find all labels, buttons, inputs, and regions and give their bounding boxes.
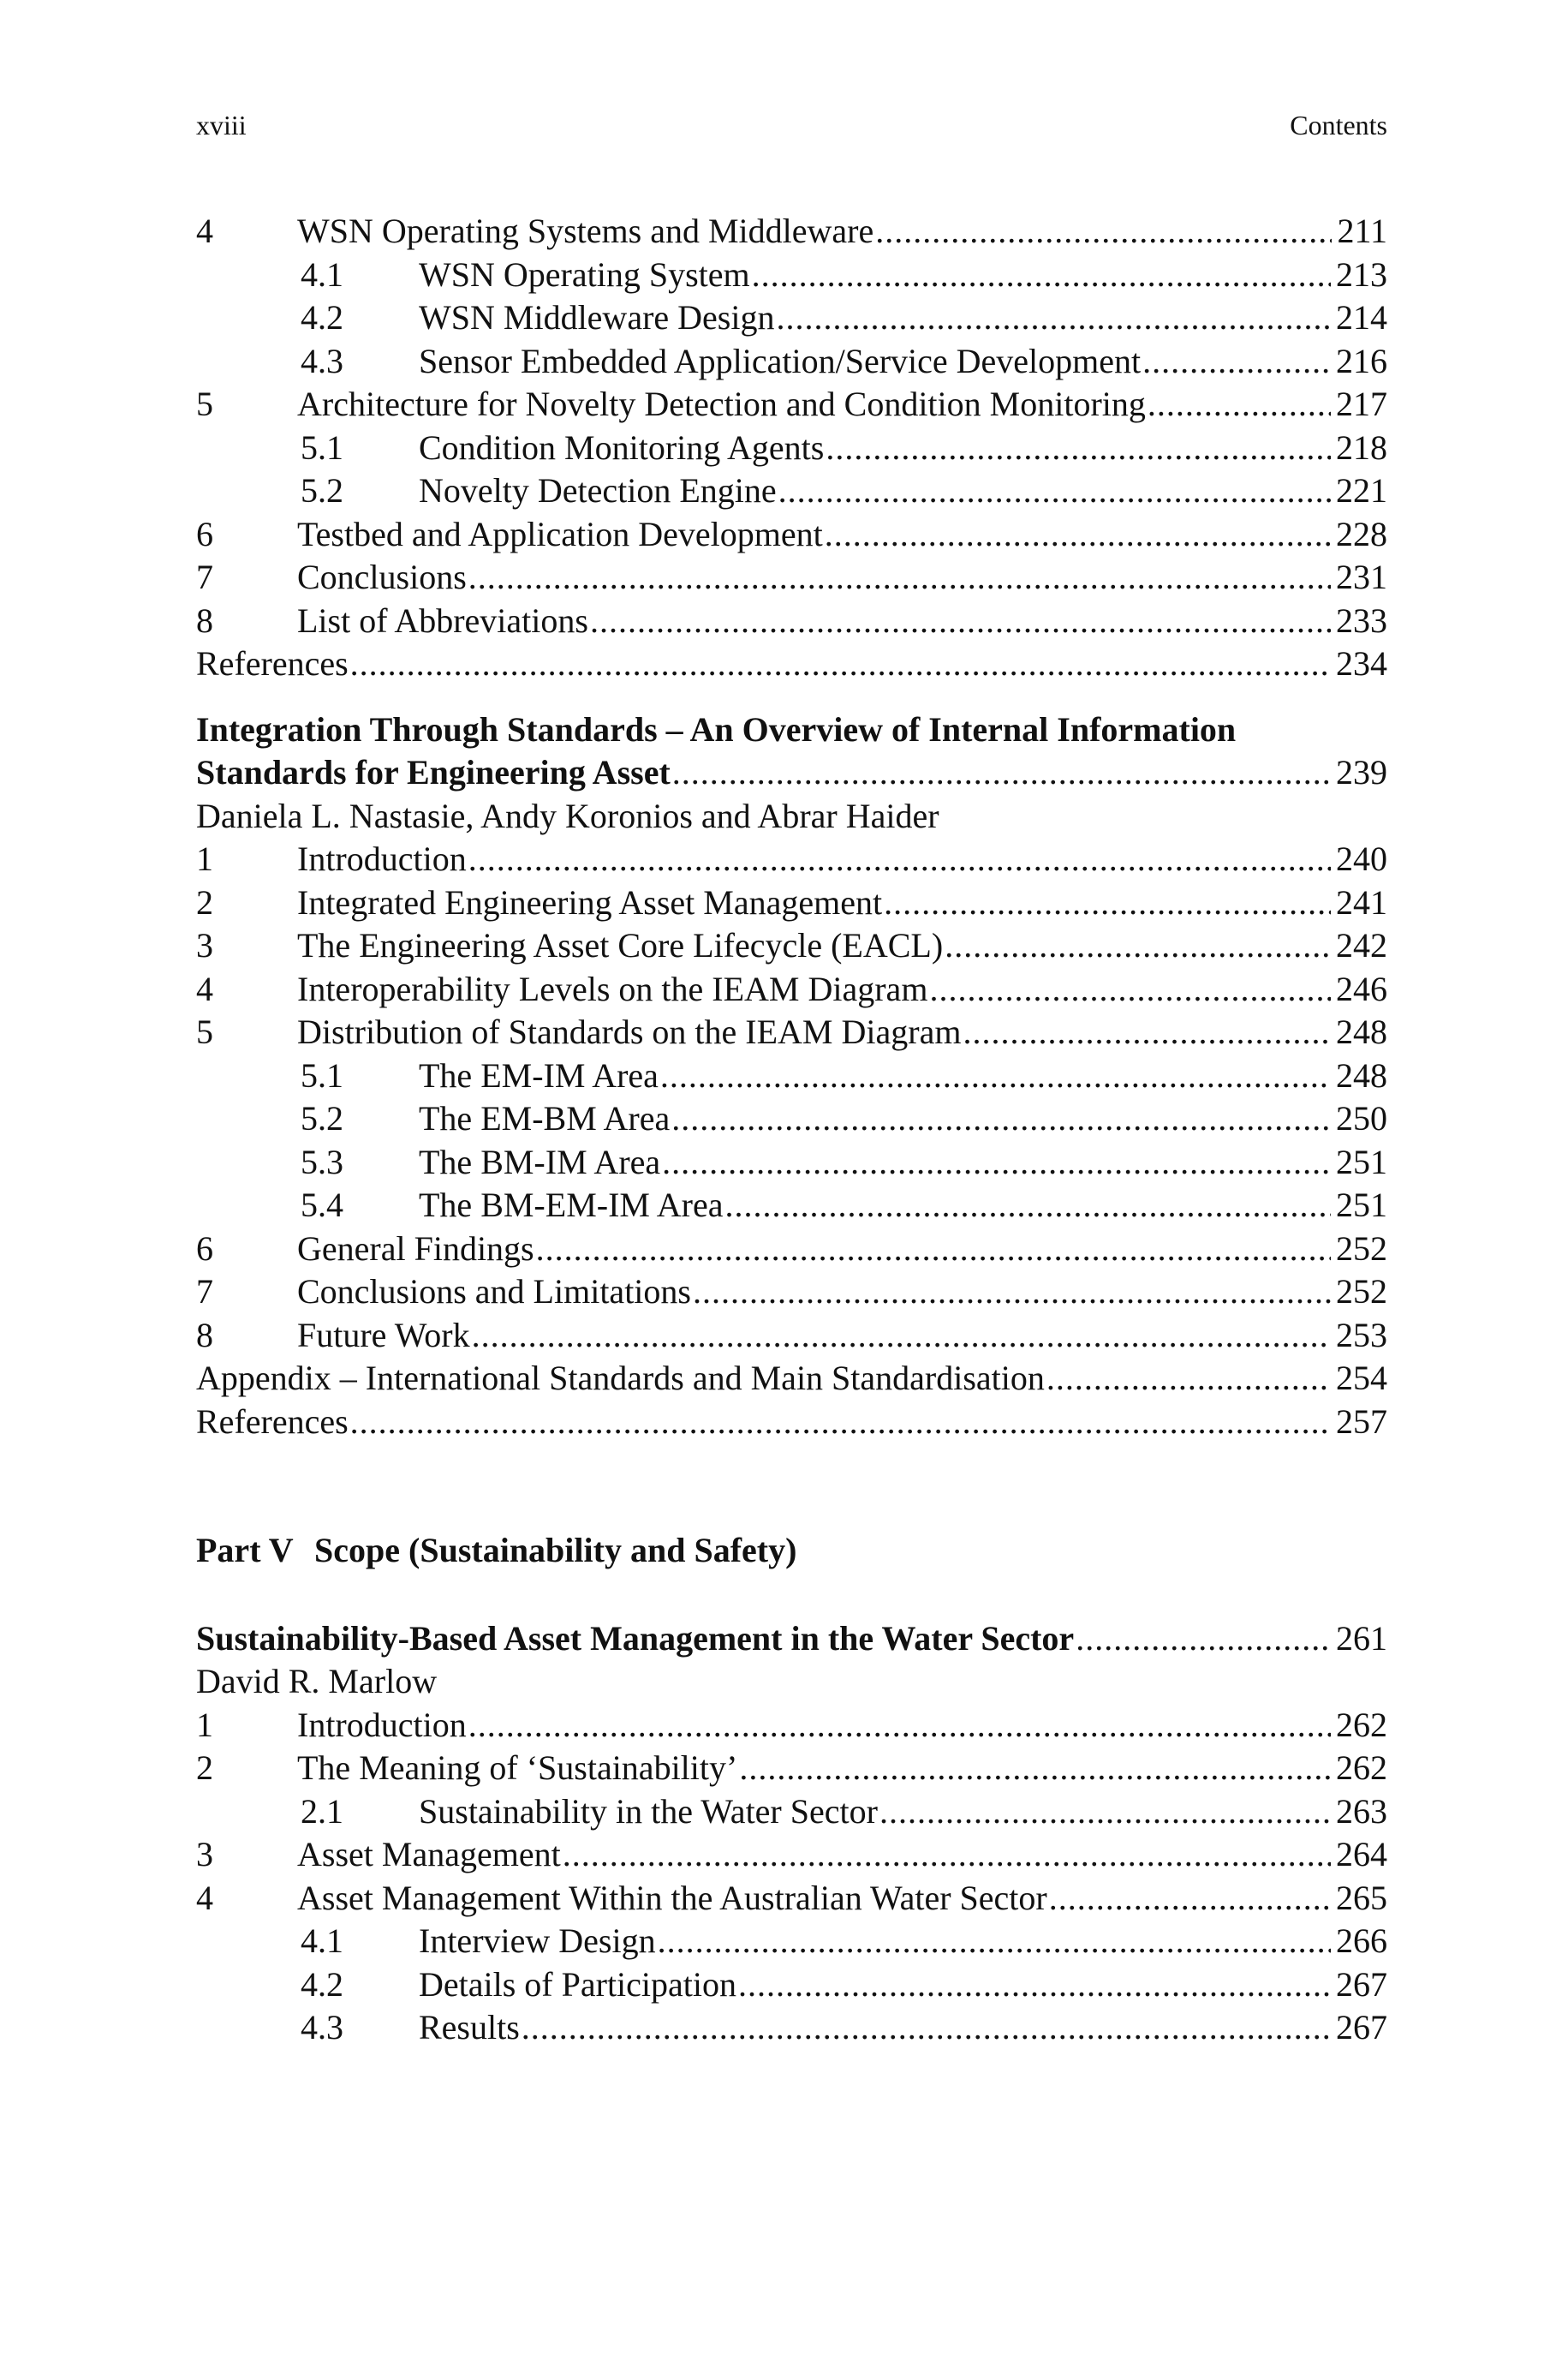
chapter-title-line2[interactable] [196,751,1387,795]
toc-entry-number: 4.2 [301,1964,343,2004]
author-names: Daniela L. Nastasie, Andy Koronios and Abrar Haider [196,796,939,835]
toc-entry-title: Sensor Embedded Application/Service Development [419,341,1142,380]
chapter-title-line[interactable] [196,1617,1387,1661]
toc-entry-page: 233 [1336,600,1387,640]
dot-leader [1049,1877,1331,1921]
toc-entry-title: Results [419,2008,520,2046]
toc-entry-number: 5.4 [301,1186,343,1224]
toc-entry-page: 267 [1336,1964,1387,2004]
toc-entry-title: Asset Management Within the Australian Water Sector [297,1878,1047,1917]
toc-entry-title: List of Abbreviations [297,600,588,640]
toc-entry[interactable] [196,1704,1387,1748]
dot-leader [1142,340,1331,384]
toc-entry-title: Architecture for Novelty Detection and Condition Monitoring [297,385,1146,423]
dot-leader [468,1704,1331,1748]
toc-entry-page: 254 [1336,1359,1387,1397]
toc-entry[interactable] [196,2006,1387,2050]
dot-leader [945,924,1331,968]
toc-entry-page: 216 [1336,341,1387,380]
toc-entry[interactable] [196,210,1387,254]
toc-entry[interactable] [196,1833,1387,1877]
toc-entry-title: WSN Operating Systems and Middleware [297,212,874,250]
toc-entry-references[interactable] [196,642,1387,686]
dot-leader [1076,1617,1331,1661]
part-title: Scope (Sustainability and Safety) [314,1531,797,1569]
toc-entry-page: 214 [1336,298,1387,337]
toc-entry[interactable] [196,1141,1387,1185]
toc-entry-number: 5.1 [301,1055,343,1095]
toc-entry[interactable] [196,340,1387,384]
toc-entry-number: 3 [196,1835,213,1873]
toc-entry-number: 4.2 [301,298,343,337]
dot-leader [752,254,1331,297]
toc-entry-number: 2 [196,1748,213,1787]
dot-leader [693,1270,1331,1314]
toc-entry-page: 218 [1336,427,1387,467]
toc-entry-page: 250 [1336,1099,1387,1138]
toc-entry-number: 4 [196,212,213,250]
chapter-page: 261 [1336,1618,1387,1658]
toc-entry-page: 234 [1336,644,1387,683]
toc-entry-page: 251 [1336,1142,1387,1181]
toc-entry-number: 4 [196,969,213,1008]
toc-entry-page: 265 [1336,1878,1387,1917]
dot-leader [672,751,1331,795]
dot-leader [1046,1357,1331,1401]
chapter-page: 239 [1336,753,1387,792]
toc-entry-page: 246 [1336,969,1387,1008]
toc-block-standards [196,838,1387,1357]
dot-leader [522,2006,1331,2050]
page-header [196,110,1387,152]
toc-entry-title: Interoperability Levels on the IEAM Diagram [297,969,928,1008]
toc-entry[interactable] [196,1790,1387,1834]
toc-entry[interactable] [196,1747,1387,1790]
dot-leader [563,1833,1331,1877]
toc-entry-title: Introduction [297,839,467,878]
dot-leader [658,1920,1331,1963]
toc-entry-title: Sustainability in the Water Sector [419,1791,878,1831]
toc-entry-page: 217 [1336,385,1387,423]
toc-block-water [196,1704,1387,2050]
toc-entry[interactable] [196,1401,1387,1444]
toc-entry-page: 241 [1336,882,1387,922]
dot-leader [825,513,1331,557]
toc-entry-page: 262 [1336,1748,1387,1787]
toc-entry-page: 213 [1336,254,1387,294]
toc-entry-page: 242 [1336,926,1387,965]
dot-leader [350,642,1331,686]
toc-entry-page: 252 [1336,1228,1387,1268]
dot-leader [739,1747,1331,1790]
toc-entry[interactable] [196,469,1387,513]
toc-entry-number: 4.3 [301,341,343,380]
dot-leader [660,1055,1331,1098]
toc-entry-title: WSN Middleware Design [419,298,775,337]
chapter-authors [196,1660,1387,1704]
toc-entry-number: 5 [196,1013,213,1051]
dot-leader [350,1401,1331,1444]
dot-leader [826,427,1331,470]
toc-entry[interactable] [196,1055,1387,1098]
toc-entry-title: The BM-EM-IM Area [419,1186,724,1224]
toc-entry-title: Conclusions and Limitations [297,1272,691,1311]
toc-entry-number: 6 [196,1228,213,1268]
dot-leader [472,1314,1331,1358]
toc-entry-number: 2.1 [301,1791,343,1831]
toc-entry-number: 4.1 [301,1921,343,1960]
toc-entry-number: 5 [196,385,213,423]
toc-entry-page: 248 [1336,1013,1387,1051]
toc-block-standards-tail [196,1357,1387,1443]
dot-leader [929,968,1331,1012]
toc-entry-number: 8 [196,1315,213,1354]
toc-entry[interactable] [196,1920,1387,1963]
toc-entry[interactable] [196,1097,1387,1141]
toc-entry-number: 1 [196,839,213,878]
toc-entry-number: 7 [196,558,213,596]
toc-entry-title: Details of Participation [419,1964,737,2004]
dot-leader [662,1141,1331,1185]
toc-entry-title: The EM-BM Area [419,1099,671,1138]
toc-entry-page: 266 [1336,1921,1387,1960]
toc-entry[interactable] [196,968,1387,1012]
dot-leader [879,1790,1331,1834]
toc-entry-title: References [196,644,349,683]
toc-entry-page: 231 [1336,558,1387,596]
chapter-title: Standards for Engineering Asset [196,753,671,792]
dot-leader [963,1011,1331,1055]
dot-leader [1148,383,1331,427]
toc-entry-title: Testbed and Application Development [297,514,823,553]
toc-entry-title: Novelty Detection Engine [419,471,777,510]
dot-leader [778,469,1331,513]
toc-entry[interactable] [196,924,1387,968]
toc-entry-page: 252 [1336,1272,1387,1311]
dot-leader [724,1184,1331,1228]
toc-entry-page: 264 [1336,1835,1387,1873]
dot-leader [671,1097,1331,1141]
toc-entry-page: 211 [1337,212,1387,250]
toc-entry-number: 5.2 [301,471,343,510]
toc-entry-title: The Engineering Asset Core Lifecycle (EACL) [297,926,944,965]
dot-leader [590,600,1331,643]
toc-entry-number: 7 [196,1272,213,1311]
page-number: xviii [196,110,247,140]
dot-leader [875,210,1332,254]
toc-entry-number: 2 [196,882,213,922]
toc-entry[interactable] [196,254,1387,297]
toc-entry-title: References [196,1401,349,1441]
toc-entry-page: 262 [1336,1705,1387,1744]
dot-leader [884,881,1331,925]
toc-entry-page: 257 [1336,1401,1387,1441]
toc-entry-number: 4.3 [301,2008,343,2046]
toc-entry[interactable] [196,838,1387,881]
toc-entry-page: 267 [1336,2008,1387,2046]
toc-entry-number: 5.3 [301,1142,343,1181]
chapter-title-line1[interactable] [196,708,1387,752]
toc-entry-page: 248 [1336,1055,1387,1095]
toc-entry-title: Asset Management [297,1835,561,1873]
toc-entry-title: Integrated Engineering Asset Management [297,882,883,922]
dot-leader [738,1963,1331,2007]
toc-entry-title: Interview Design [419,1921,656,1960]
toc-entry-title: The Meaning of ‘Sustainability’ [297,1748,738,1787]
toc-entry-number: 8 [196,600,213,640]
toc-entry-number: 5.2 [301,1099,343,1138]
toc-entry[interactable] [196,1357,1387,1401]
toc-entry[interactable] [196,1270,1387,1314]
toc-entry-title: Condition Monitoring Agents [419,427,825,467]
toc-block-wsn [196,210,1387,642]
table-of-contents [196,210,1387,2050]
toc-entry[interactable] [196,556,1387,600]
toc-entry-title: WSN Operating System [419,254,750,294]
chapter-authors [196,795,1387,839]
chapter-title: Sustainability-Based Asset Management in the Water Sector [196,1618,1075,1658]
toc-entry[interactable] [196,1011,1387,1055]
dot-leader [468,838,1331,881]
toc-entry-page: 263 [1336,1791,1387,1831]
toc-entry-title: Future Work [297,1315,470,1354]
toc-entry-title: Distribution of Standards on the IEAM Diagram [297,1013,962,1051]
toc-entry-number: 4 [196,1878,213,1917]
toc-entry-title: Appendix – International Standards and Main Standardisation [196,1359,1045,1397]
toc-entry[interactable] [196,427,1387,470]
dot-leader [536,1228,1331,1271]
chapter-title: Integration Through Standards – An Overview of Internal Information [196,709,1237,749]
toc-entry-number: 4.1 [301,254,343,294]
running-title: Contents [1290,110,1387,140]
dot-leader [776,296,1331,340]
toc-entry[interactable] [196,1877,1387,1921]
toc-entry[interactable] [196,881,1387,925]
toc-entry-page: 251 [1336,1186,1387,1224]
author-names: David R. Marlow [196,1662,438,1700]
toc-entry[interactable] [196,600,1387,643]
toc-entry[interactable] [196,1314,1387,1358]
toc-entry-title: Introduction [297,1705,467,1744]
toc-entry-title: The EM-IM Area [419,1055,659,1095]
part-label: Part V [196,1531,294,1569]
toc-entry-number: 5.1 [301,427,343,467]
toc-entry[interactable] [196,1228,1387,1271]
dot-leader [468,556,1331,600]
toc-entry-page: 253 [1336,1315,1387,1354]
toc-entry-title: The BM-IM Area [419,1142,661,1181]
toc-entry[interactable] [196,513,1387,557]
toc-entry[interactable] [196,1184,1387,1228]
toc-entry-page: 240 [1336,839,1387,878]
part-heading [196,1529,1387,1573]
toc-entry-number: 6 [196,514,213,553]
toc-entry-page: 221 [1336,471,1387,510]
toc-entry[interactable] [196,383,1387,427]
toc-entry-page: 228 [1336,514,1387,553]
toc-entry[interactable] [196,1963,1387,2007]
toc-entry-number: 3 [196,926,213,965]
toc-entry[interactable] [196,296,1387,340]
toc-entry-title: Conclusions [297,558,467,596]
toc-entry-number: 1 [196,1705,213,1744]
toc-entry-title: General Findings [297,1228,534,1268]
